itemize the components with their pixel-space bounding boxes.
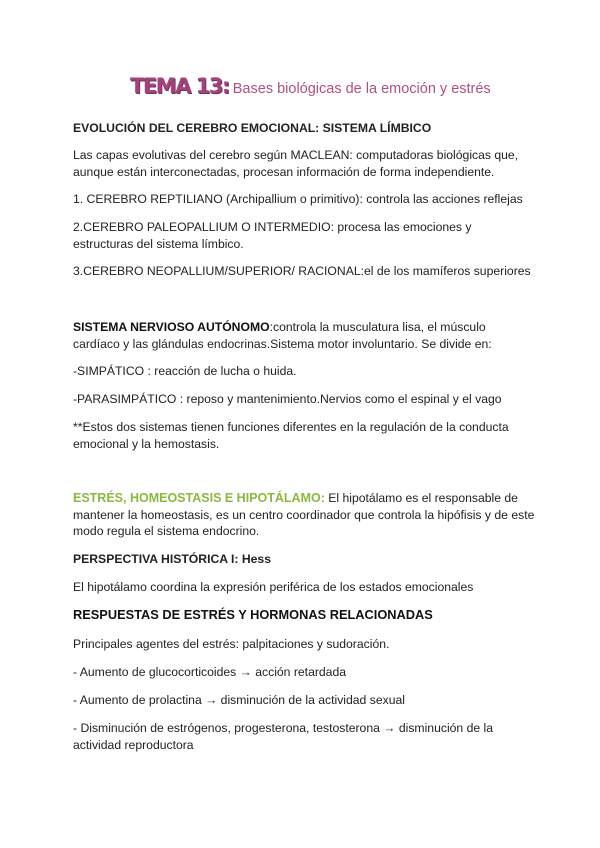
list-item-neopallium: 3.CEREBRO NEOPALLIUM/SUPERIOR/ RACIONAL:el de los mamíferos superiores <box>73 264 531 278</box>
document-title <box>130 74 491 98</box>
tema-number: TEMA 13: <box>130 74 229 98</box>
list-item-prolactina: - Aumento de prolactina → disminución de la actividad sexual <box>73 693 405 707</box>
list-item-glucocorticoides: - Aumento de glucocorticoides → acción retardada <box>73 665 347 679</box>
list-item-estrogenos: - Disminución de estrógenos, progesterona, testosterona → disminución de la actividad reproductora <box>73 721 494 752</box>
hipotalamo-text: El hipotálamo es el responsable de mantener la homeostasis, es un centro coordinador que controla la hipófisis y de este modo regula el sistema endocrino. <box>73 491 535 538</box>
section-heading-respuestas: RESPUESTAS DE ESTRÉS Y HORMONAS RELACIONADAS <box>73 607 433 622</box>
list-item-simpatico: -SIMPÁTICO : reacción de lucha o huida. <box>73 364 297 378</box>
list-item-parasimpatico: -PARASIMPÁTICO : reposo y mantenimiento.Nervios como el espinal y el vago <box>73 392 502 406</box>
list-item-reptiliano: 1. CEREBRO REPTILIANO (Archipallium o primitivo): controla las acciones reflejas <box>73 192 523 206</box>
paragraph-hipotalamo <box>73 490 535 540</box>
note-sistemas: **Estos dos sistemas tienen funciones diferentes en la regulación de la conducta emocional y la hemostasis. <box>73 420 509 451</box>
title-subtitle: Bases biológicas de la emoción y estrés <box>232 81 491 97</box>
sna-description: :controla la musculatura lisa, el músculo cardíaco y las glándulas endocrinas.Sistema motor involuntario. Se divide en: <box>73 320 492 351</box>
paragraph-maclean: Las capas evolutivas del cerebro según MACLEAN: computadoras biológicas que, aunque están interconectadas, procesan información de forma independiente. <box>73 148 519 179</box>
section-heading-hess: PERSPECTIVA HISTÓRICA I: Hess <box>73 552 271 566</box>
paragraph-hess: El hipotálamo coordina la expresión periférica de los estados emocionales <box>73 580 474 594</box>
paragraph-sna <box>73 319 535 352</box>
section-heading-estres: ESTRÉS, HOMEOSTASIS E HIPOTÁLAMO: <box>73 491 325 505</box>
paragraph-agentes: Principales agentes del estrés: palpitaciones y sudoración. <box>73 637 390 651</box>
list-item-paleopallium: 2.CEREBRO PALEOPALLIUM O INTERMEDIO: procesa las emociones y estructuras del sistema límbico. <box>73 220 472 251</box>
term-sna: SISTEMA NERVIOSO AUTÓNOMO <box>73 320 270 334</box>
section-heading-limbic: EVOLUCIÓN DEL CEREBRO EMOCIONAL: SISTEMA LÍMBICO <box>73 121 432 135</box>
